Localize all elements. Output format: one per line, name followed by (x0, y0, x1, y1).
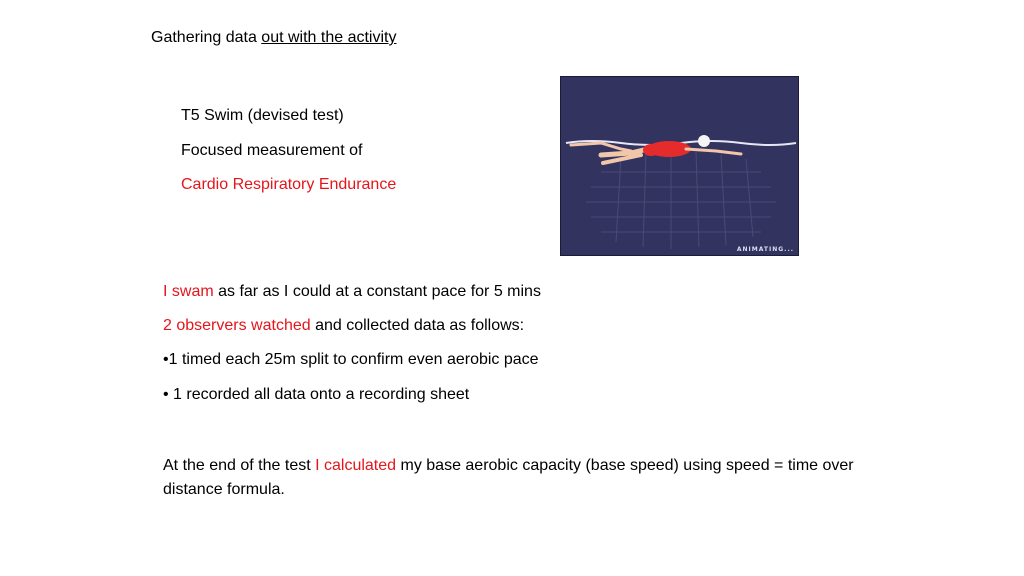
bullet-timed-splits: •1 timed each 25m split to confirm even aerobic pace (163, 351, 539, 368)
procedure-1-text: as far as I could at a constant pace for 5 mins (213, 283, 541, 300)
pool-grid (586, 152, 776, 249)
swimmer-illustration (561, 77, 798, 255)
procedure-1-highlight: I swam (163, 283, 214, 300)
heading-underlined: out with the activity (261, 29, 397, 46)
animating-caption: ANIMATING... (736, 246, 794, 253)
swimmer-animation-image (560, 76, 799, 256)
conclusion-before: At the end of the test (163, 457, 316, 474)
test-component: Cardio Respiratory Endurance (181, 176, 397, 193)
procedure-line-1 (163, 282, 541, 302)
conclusion-after: my base aerobic capacity (base speed) using speed = time over distance formula. (163, 457, 854, 498)
conclusion-highlight: I calculated (315, 457, 397, 474)
heading-prefix: Gathering data (151, 29, 262, 46)
procedure-2-highlight: 2 observers watched (163, 317, 311, 334)
swimmer-figure (571, 135, 741, 163)
slide-heading (151, 28, 396, 48)
test-focus-label: Focused measurement of (181, 142, 363, 159)
procedure-line-2 (163, 316, 524, 336)
test-name: T5 Swim (devised test) (181, 107, 344, 124)
bullet-recorded-data: • 1 recorded all data onto a recording sheet (163, 386, 470, 403)
conclusion-paragraph (163, 454, 863, 502)
procedure-2-text: and collected data as follows: (310, 317, 525, 334)
